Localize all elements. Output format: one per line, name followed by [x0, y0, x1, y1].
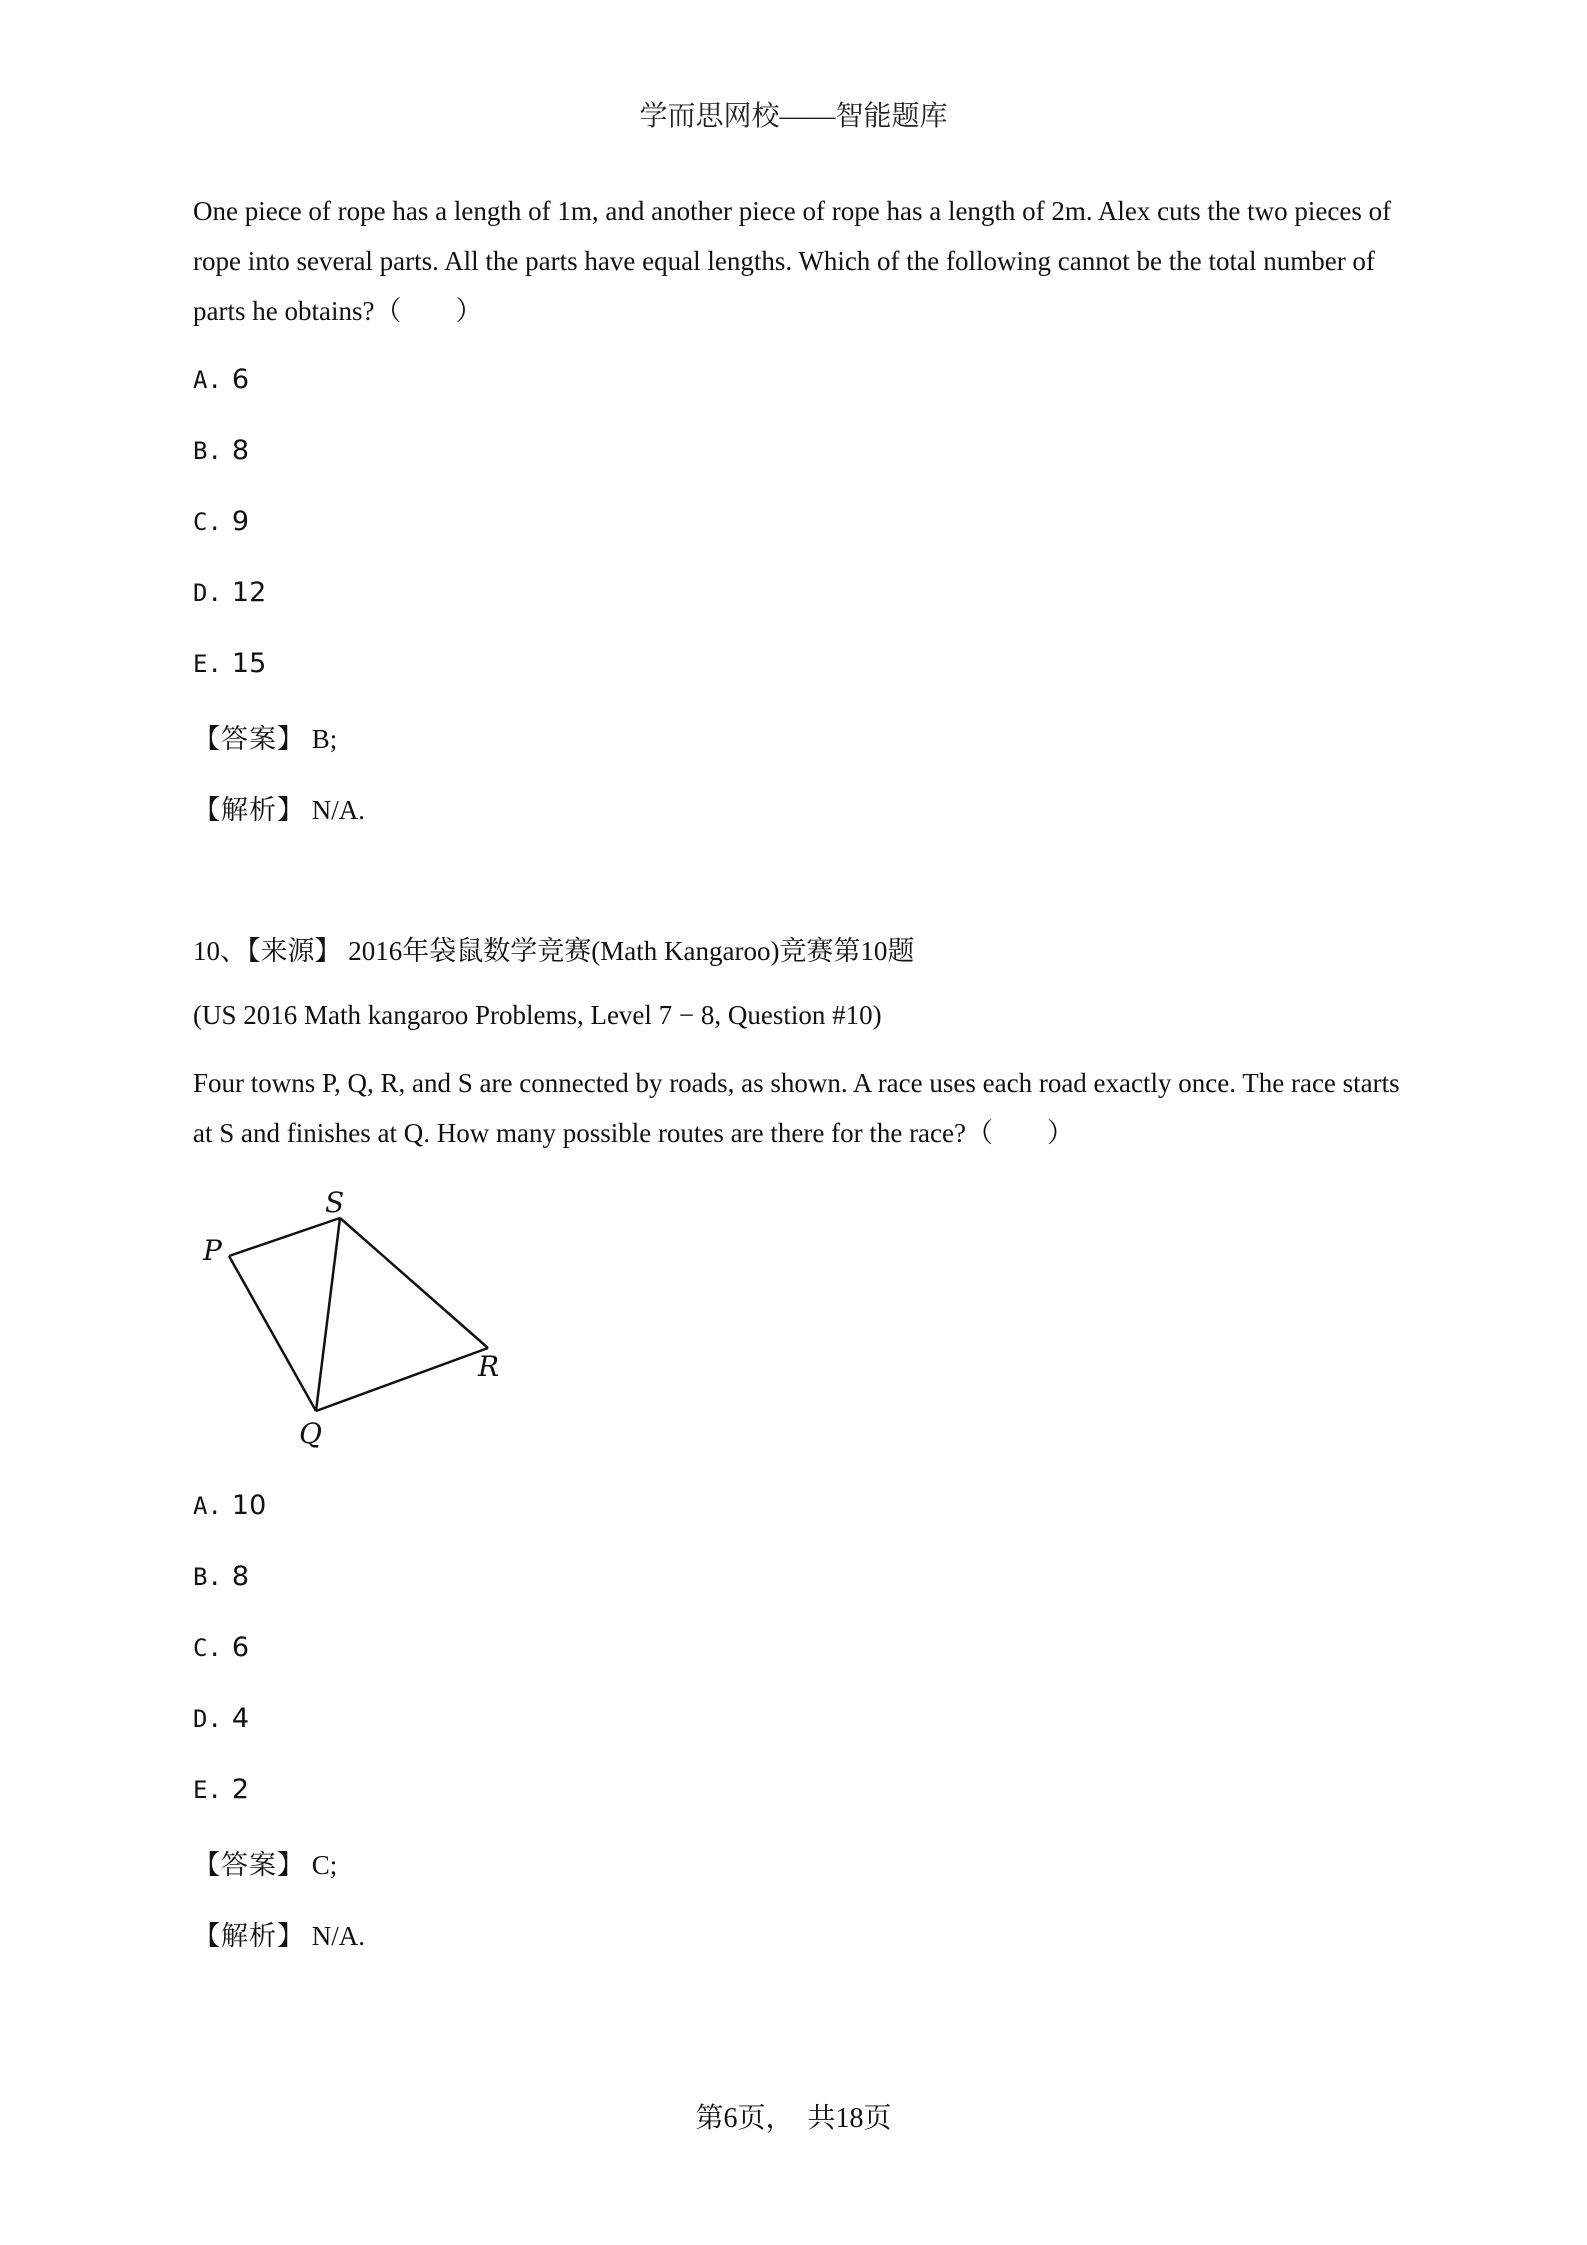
question-10-text: Four towns P, Q, R, and S are connected by roads, as shown. A race uses each road exactly once. The race starts at S and finishes at Q. How many possible routes are there for the race?（ ）: [193, 1068, 1400, 1148]
analysis-label: 【解析】: [193, 1921, 305, 1951]
option-letter: E.: [193, 1776, 222, 1804]
answer-label: 【答案】: [193, 1850, 305, 1880]
option-letter: A.: [193, 1492, 222, 1520]
analysis-label: 【解析】: [193, 795, 305, 825]
option-value: 4: [231, 1703, 250, 1734]
q10-analysis: [193, 1914, 365, 1953]
q10-option-b: [193, 1561, 249, 1592]
option-letter: C.: [193, 1634, 222, 1662]
road-q-r: [316, 1348, 488, 1411]
q9-option-a: [193, 364, 249, 395]
label-p: P: [203, 1234, 222, 1267]
option-value: 2: [231, 1774, 250, 1805]
q9-option-c: [193, 506, 249, 537]
answer-value: C;: [311, 1850, 338, 1880]
q9-option-d: [193, 577, 266, 608]
road-s-r: [340, 1218, 488, 1348]
option-letter: E.: [193, 650, 222, 678]
option-letter: A.: [193, 366, 222, 394]
q9-answer: [193, 717, 337, 756]
page-footer: 第6页， 共18页: [695, 2103, 892, 2134]
road-s-q: [316, 1218, 340, 1411]
label-q: Q: [299, 1417, 322, 1450]
q10-answer: [193, 1843, 337, 1882]
road-p-s: [229, 1218, 340, 1256]
towns-roads-diagram: [193, 1188, 513, 1458]
option-value: 15: [231, 648, 267, 679]
option-value: 6: [231, 364, 250, 395]
q10-option-a: [193, 1490, 266, 1521]
q10-source-line: 10、【来源】 2016年袋鼠数学竞赛(Math Kangaroo)竞赛第10题: [193, 936, 915, 966]
q10-option-d: [193, 1703, 249, 1734]
road-p-q: [229, 1256, 316, 1411]
q9-option-e: [193, 648, 266, 679]
option-value: 9: [231, 506, 250, 537]
question-9-text: One piece of rope has a length of 1m, and another piece of rope has a length of 2m. Alex cuts the two pieces of rope into several parts. All the parts have equal lengths. Which of the following cannot be the total number of parts he obtains?（ ）: [193, 196, 1392, 326]
option-letter: B.: [193, 1563, 222, 1591]
answer-label: 【答案】: [193, 724, 305, 754]
analysis-value: N/A.: [311, 795, 365, 825]
q10-option-e: [193, 1774, 249, 1805]
option-value: 10: [231, 1490, 267, 1521]
option-letter: C.: [193, 508, 222, 536]
option-letter: B.: [193, 437, 222, 465]
q10-option-c: [193, 1632, 249, 1663]
option-letter: D.: [193, 579, 222, 607]
label-s: S: [325, 1188, 345, 1219]
q9-option-b: [193, 435, 249, 466]
option-value: 8: [231, 435, 250, 466]
label-r: R: [478, 1350, 500, 1383]
answer-value: B;: [311, 724, 338, 754]
page-header: 学而思网校——智能题库: [639, 101, 948, 132]
option-value: 12: [231, 577, 267, 608]
q10-subtitle: (US 2016 Math kangaroo Problems, Level 7 − 8, Question #10): [193, 1000, 882, 1030]
option-value: 6: [231, 1632, 250, 1663]
analysis-value: N/A.: [311, 1921, 365, 1951]
option-letter: D.: [193, 1705, 222, 1733]
option-value: 8: [231, 1561, 250, 1592]
q9-analysis: [193, 788, 365, 827]
